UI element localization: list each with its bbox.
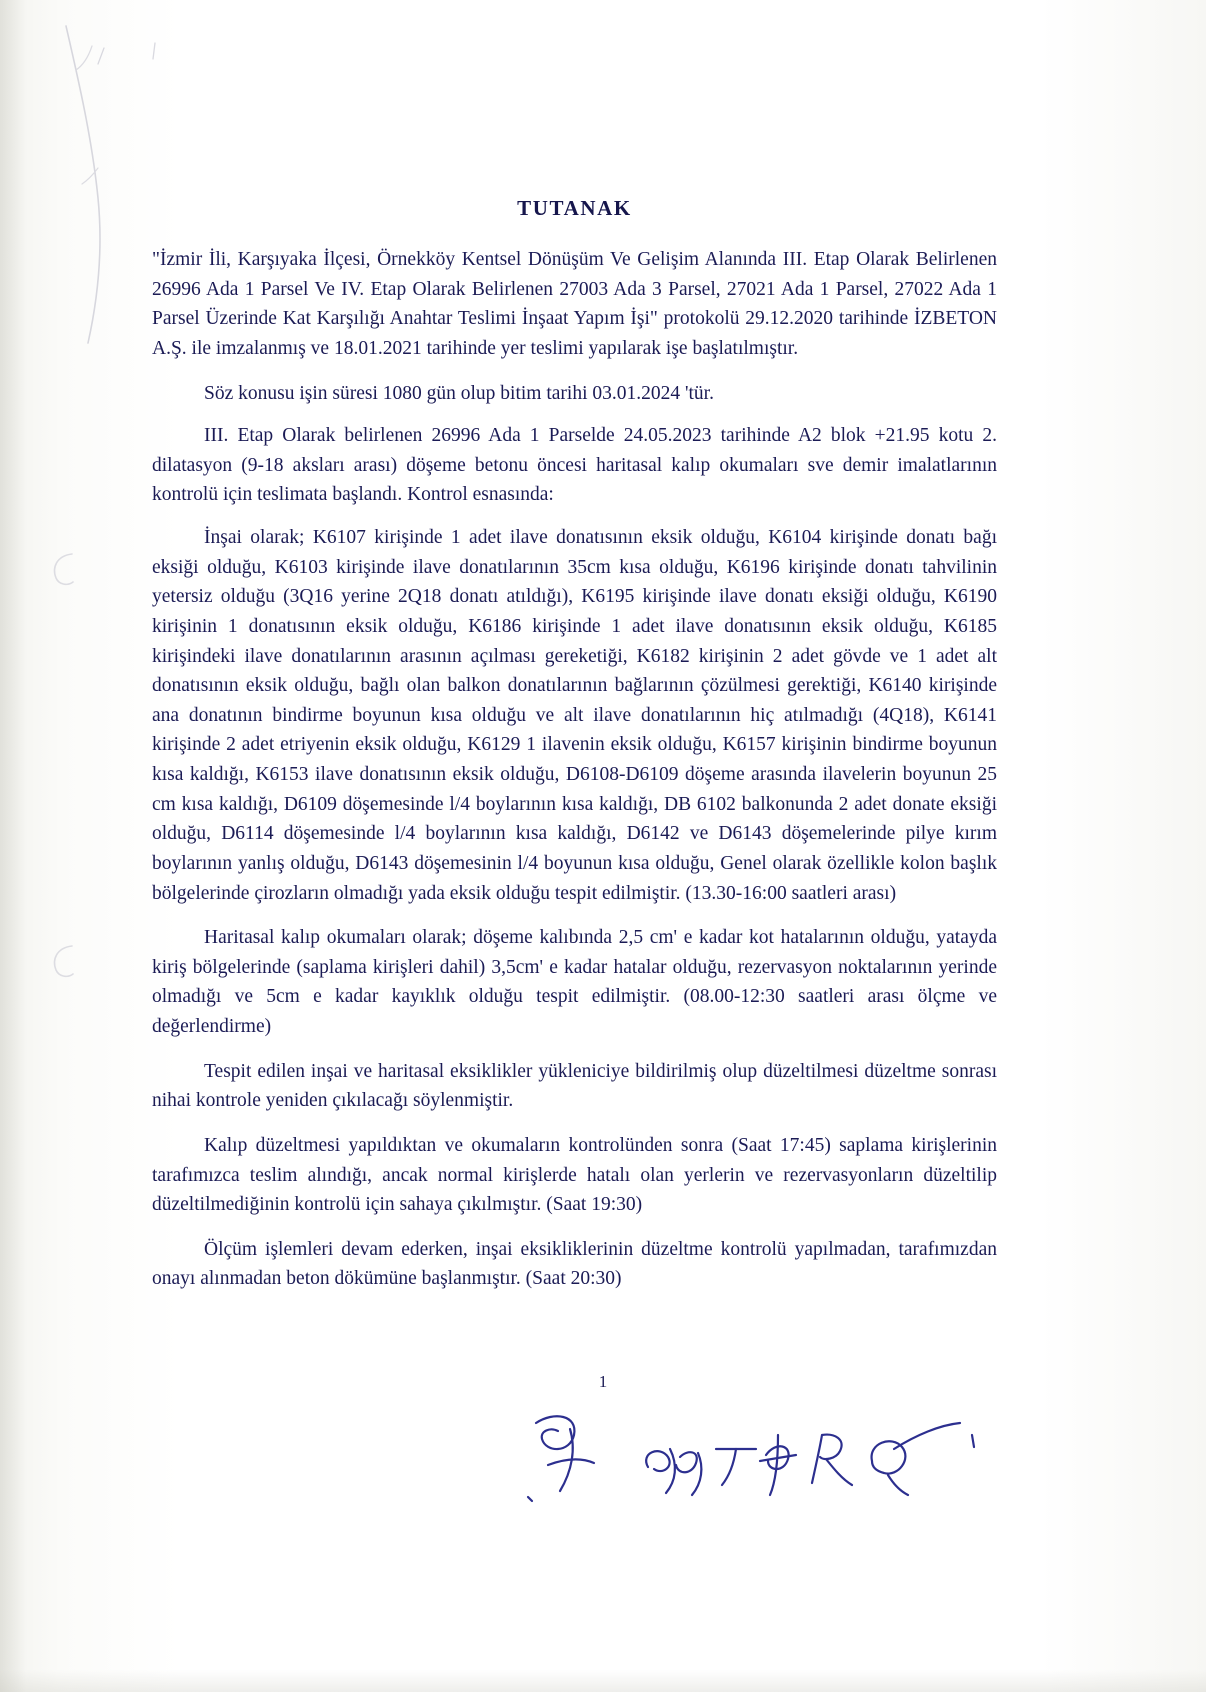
margin-tick-secondary-icon bbox=[146, 40, 162, 62]
paragraph-stage-info: III. Etap Olarak belirlenen 26996 Ada 1 Parselde 24.05.2023 tarihinde A2 blok +21.95 kotu 2. dilatasyon (9-18 aksları arası) döşeme betonu öncesi haritasal kalıp okumaları sve demir imalatlarının kontrolü için teslimata başlandı. Kontrol esnasında: bbox=[152, 425, 997, 506]
page-number: 1 bbox=[598, 1372, 608, 1391]
paragraph-survey-findings: Haritasal kalıp okumaları olarak; döşeme kalıbında 2,5 cm' e kadar kot hatalarının olduğu, yatayda kiriş bölgelerinde (saplama kirişleri dahil) 3,5cm' e kadar hatalar olduğu, rezervasyon noktalarının yerinde olmadığı ve 5cm e kadar kayıklık olduğu tespit edilmiştir. (08.00-12:30 saatleri arası ölçme ve değerlendirme) bbox=[152, 927, 997, 1037]
scan-edge-shadow-bottom bbox=[0, 1670, 1206, 1692]
paragraph-duration: Söz konusu işin süresi 1080 gün olup bitim tarihi 03.01.2024 'tür. bbox=[204, 382, 714, 404]
ring-punch-lower-icon bbox=[46, 940, 80, 980]
paragraph-formwork-correction: Kalıp düzeltmesi yapıldıktan ve okumaların kontrolünden sonra (Saat 17:45) saplama kirişlerinin tarafımızca teslim alındığı, ancak normal kirişlerde hatalı olan yerlerin ve rezervasyonların düzeltilip düzeltilmediğinin kontrolü için sahaya çıkılmıştır. (Saat 19:30) bbox=[152, 1134, 997, 1216]
paragraph-notification: Tespit edilen inşai ve haritasal eksiklikler yükleniciye bildirilmiş olup düzeltilmesi düzeltme sonrası nihai kontrole yeniden çıkılacağı söylenmiştir. bbox=[152, 1060, 997, 1112]
ring-punch-upper-icon bbox=[46, 548, 80, 588]
paragraph-construction-findings: İnşai olarak; K6107 kirişinde 1 adet ilave donatısının eksik olduğu, K6104 kirişinde donatı bağı eksiği olduğu, K6103 kirişinde ilave donatılarının 35cm kısa olduğu, K6196 kirişinde donatı tahvilinin yetersiz olduğu (3Q16 yerine 2Q18 donatı atıldığı), K6195 kirişinde ilave donatı eksiği olduğu, K6190 kirişinin 1 donatısının eksik olduğu, K6186 kirişinde 1 adet ilave donatısının eksik olduğu, K6185 kirişindeki ilave donatılarının arasının açılması gereketiği, K6182 kirişinin 2 adet gövde ve 1 adet alt donatısının eksik olduğu, bağlı olan balkon donatılarının bağlarının çözülmesi gerektiği, K6140 kirişinde ana donatının bindirme boyunun kısa olduğu ve alt ilave donatılarının hiç atılmadığı (4Q18), K6141 kirişinde 2 adet etriyenin eksik olduğu, K6129 1 ilavenin eksik olduğu, K6157 kirişinin bindirme boyunun kısa kaldığı, K6153 ilave donatısının eksik olduğu, D6108-D6109 döşeme arasında ilavelerin boyunun 25 cm kısa kaldığı, D6109 döşemesinde l/4 boylarının kısa kaldığı, DB 6102 balkonunda 2 adet donate eksiği olduğu, D6114 döşemesinde l/4 boylarının kısa kaldığı, D6142 ve D6143 döşemelerinde pilye kırım boylarının yanlış olduğu, D6143 döşemesinin l/4 boyunun kısa olduğu, Genel olarak özellikle kolon başlık bölgelerinde çirozların olmadığı yada eksik olduğu tespit edilmiştir. (13.30-16:00 saatleri arası) bbox=[152, 527, 997, 904]
margin-tick-icon bbox=[94, 44, 114, 68]
signature-row bbox=[520, 1405, 1040, 1545]
document-body bbox=[152, 196, 997, 1309]
paragraph-intro: "İzmir İli, Karşıyaka İlçesi, Örnekköy Kentsel Dönüşüm Ve Gelişim Alanında III. Etap Olarak Belirlenen 26996 Ada 1 Parsel Ve IV. Etap Olarak Belirlenen 27003 Ada 3 Parsel, 27021 Ada 1 Parsel, 27022 Ada 1 Parsel Üzerinde Kat Karşılığı Anahtar Teslimi İnşaat Yapım İşi" protokolü 29.12.2020 tarihinde İZBETON A.Ş. ile imzalanmış ve 18.01.2021 tarihinde yer teslimi yapılarak işe başlatılmıştır. bbox=[152, 249, 997, 359]
paragraph-concrete-pour: Ölçüm işlemleri devam ederken, inşai eksikliklerinin düzeltme kontrolü yapılmadan, tarafımızdan onayı alınmadan beton dökümüne başlanmıştır. (Saat 20:30) bbox=[152, 1238, 997, 1290]
scan-edge-shadow-left bbox=[0, 0, 26, 1692]
page-title: TUTANAK bbox=[517, 196, 632, 220]
